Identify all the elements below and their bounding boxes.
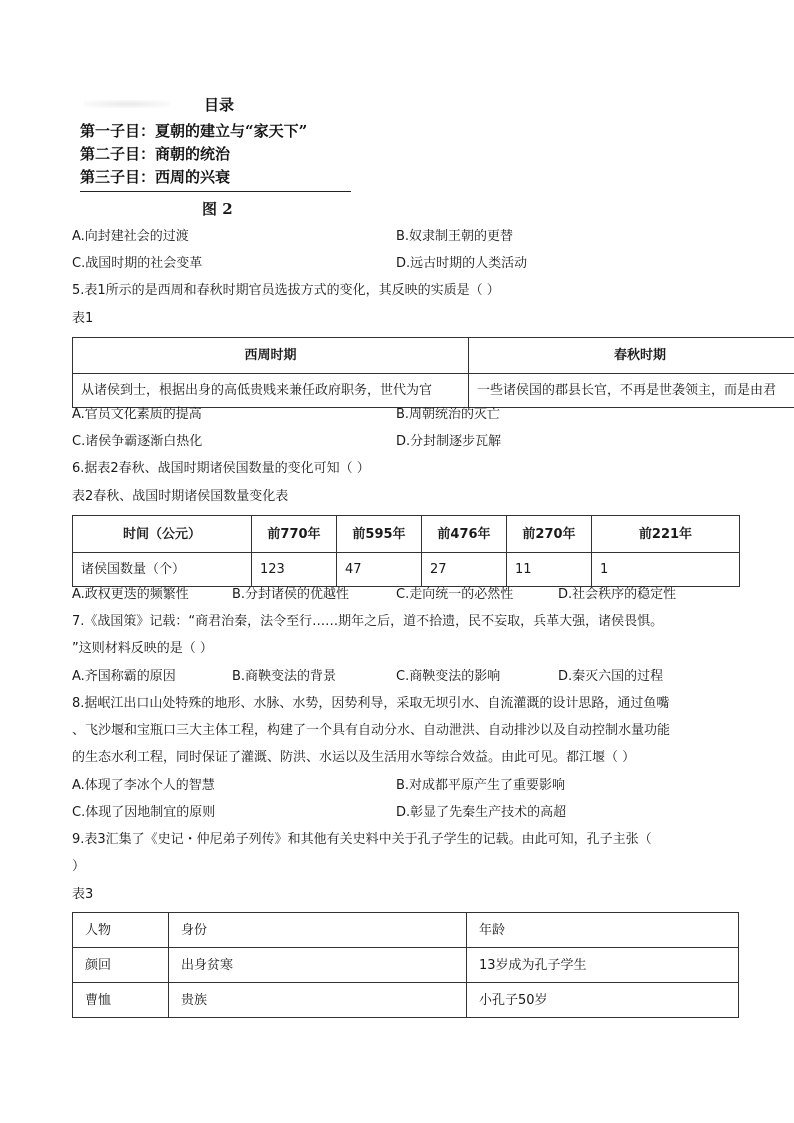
toc-item-3: 第三子目：西周的兴衰 [80, 168, 231, 186]
q6-stem: 6.据表2春秋、战国时期诸侯国数量的变化可知（ ） [72, 461, 370, 476]
q8-stem-line2: 、飞沙堰和宝瓶口三大主体工程，构建了一个具有自动分水、自动泄洪、自动排沙以及自动控制水量功能 [72, 723, 671, 738]
q9-stem-line1: 9.表3汇集了《史记・仲尼弟子列传》和其他有关史料中关于孔子学生的记载。由此可知，孔子主张（ [72, 832, 652, 847]
table2-value-476: 27 [422, 553, 507, 587]
table3-header-age: 年龄 [467, 913, 739, 948]
q7-option-c: C.商鞅变法的影响 [396, 669, 501, 684]
table2-value-270: 11 [507, 553, 592, 587]
figure-caption: 图 2 [202, 200, 233, 218]
table1-cell-xizhou: 从诸侯到士，根据出身的高低贵贱来兼任政府职务，世代为官 [73, 374, 469, 408]
table3-row1-age: 13岁成为孔子学生 [467, 948, 739, 983]
q6-option-b: B.分封诸侯的优越性 [232, 587, 350, 602]
q9-stem-line2: ） [72, 859, 86, 874]
table2-value-221: 1 [592, 553, 740, 587]
table3-row2-identity: 贵族 [169, 983, 467, 1018]
q7-stem-line1: 7.《战国策》记载：“商君治秦，法令至行……期年之后，道不拾遗，民不妄取，兵革大强，诸侯畏惧。 [72, 614, 664, 629]
q8-option-b: B.对成都平原产生了重要影响 [396, 778, 566, 793]
table2-header-476: 前476年 [422, 516, 507, 553]
q4-option-b: B.奴隶制王朝的更替 [396, 229, 514, 244]
table-3 [72, 912, 739, 1018]
q4-option-a: A.向封建社会的过渡 [72, 229, 189, 244]
table1-header-xizhou: 西周时期 [73, 338, 469, 374]
toc-item-1: 第一子目：夏朝的建立与“家天下” [80, 122, 308, 140]
table2-header-270: 前270年 [507, 516, 592, 553]
q7-option-a: A.齐国称霸的原因 [72, 669, 176, 684]
table2-header-595: 前595年 [337, 516, 422, 553]
q8-stem-line3: 的生态水利工程，同时保证了灌溉、防洪、水运以及生活用水等综合效益。由此可见。都江堰（ ） [72, 750, 636, 765]
q5-option-c: C.诸侯争霸逐渐白热化 [72, 434, 203, 449]
table2-header-221: 前221年 [592, 516, 740, 553]
table2-header-time: 时间（公元） [73, 516, 252, 553]
q7-stem-line2: ”这则材料反映的是（ ） [72, 641, 213, 656]
toc-item-2: 第二子目：商朝的统治 [80, 145, 231, 163]
table3-header-identity: 身份 [169, 913, 467, 948]
q7-option-b: B.商鞅变法的背景 [232, 669, 337, 684]
table2-header-770: 前770年 [252, 516, 337, 553]
q4-option-d: D.远古时期的人类活动 [396, 256, 528, 271]
table2-label: 表2春秋、战国时期诸侯国数量变化表 [72, 489, 289, 504]
table2-value-595: 47 [337, 553, 422, 587]
table1-cell-chunqiu: 一些诸侯国的郡县长官，不再是世袭领主，而是由君 [469, 374, 794, 408]
table3-row2-age: 小孔子50岁 [467, 983, 739, 1018]
q5-option-b: B.周朝统治的灭亡 [396, 407, 501, 422]
table1-header-chunqiu: 春秋时期 [469, 338, 794, 374]
q8-option-c: C.体现了因地制宜的原则 [72, 805, 216, 820]
q5-stem: 5.表1所示的是西周和春秋时期官员选拔方式的变化，其反映的实质是（ ） [72, 283, 500, 298]
table3-row1-person: 颜回 [73, 948, 169, 983]
q4-option-c: C.战国时期的社会变革 [72, 256, 203, 271]
q8-option-d: D.彰显了先秦生产技术的高超 [396, 805, 567, 820]
toc-divider [80, 191, 351, 192]
q8-option-a: A.体现了李冰个人的智慧 [72, 778, 215, 793]
q5-option-d: D.分封制逐步瓦解 [396, 434, 502, 449]
table2-row-label: 诸侯国数量（个） [73, 553, 252, 587]
table-1 [72, 337, 794, 408]
table3-row2-person: 曹恤 [73, 983, 169, 1018]
q6-option-d: D.社会秩序的稳定性 [558, 587, 677, 602]
table2-value-770: 123 [252, 553, 337, 587]
scan-smudge [84, 100, 170, 108]
q5-option-a: A.官员文化素质的提高 [72, 407, 202, 422]
table3-label: 表3 [72, 887, 94, 902]
table3-row1-identity: 出身贫寒 [169, 948, 467, 983]
table1-label: 表1 [72, 311, 94, 326]
table-2 [72, 515, 740, 587]
q6-option-a: A.政权更迭的频繁性 [72, 587, 189, 602]
q7-option-d: D.秦灭六国的过程 [558, 669, 664, 684]
q6-option-c: C.走向统一的必然性 [396, 587, 514, 602]
q8-stem-line1: 8.据岷江出口山处特殊的地形、水脉、水势，因势利导，采取无坝引水、自流灌溉的设计思路，通过鱼嘴 [72, 696, 670, 711]
toc-title: 目录 [204, 96, 235, 114]
table3-header-person: 人物 [73, 913, 169, 948]
